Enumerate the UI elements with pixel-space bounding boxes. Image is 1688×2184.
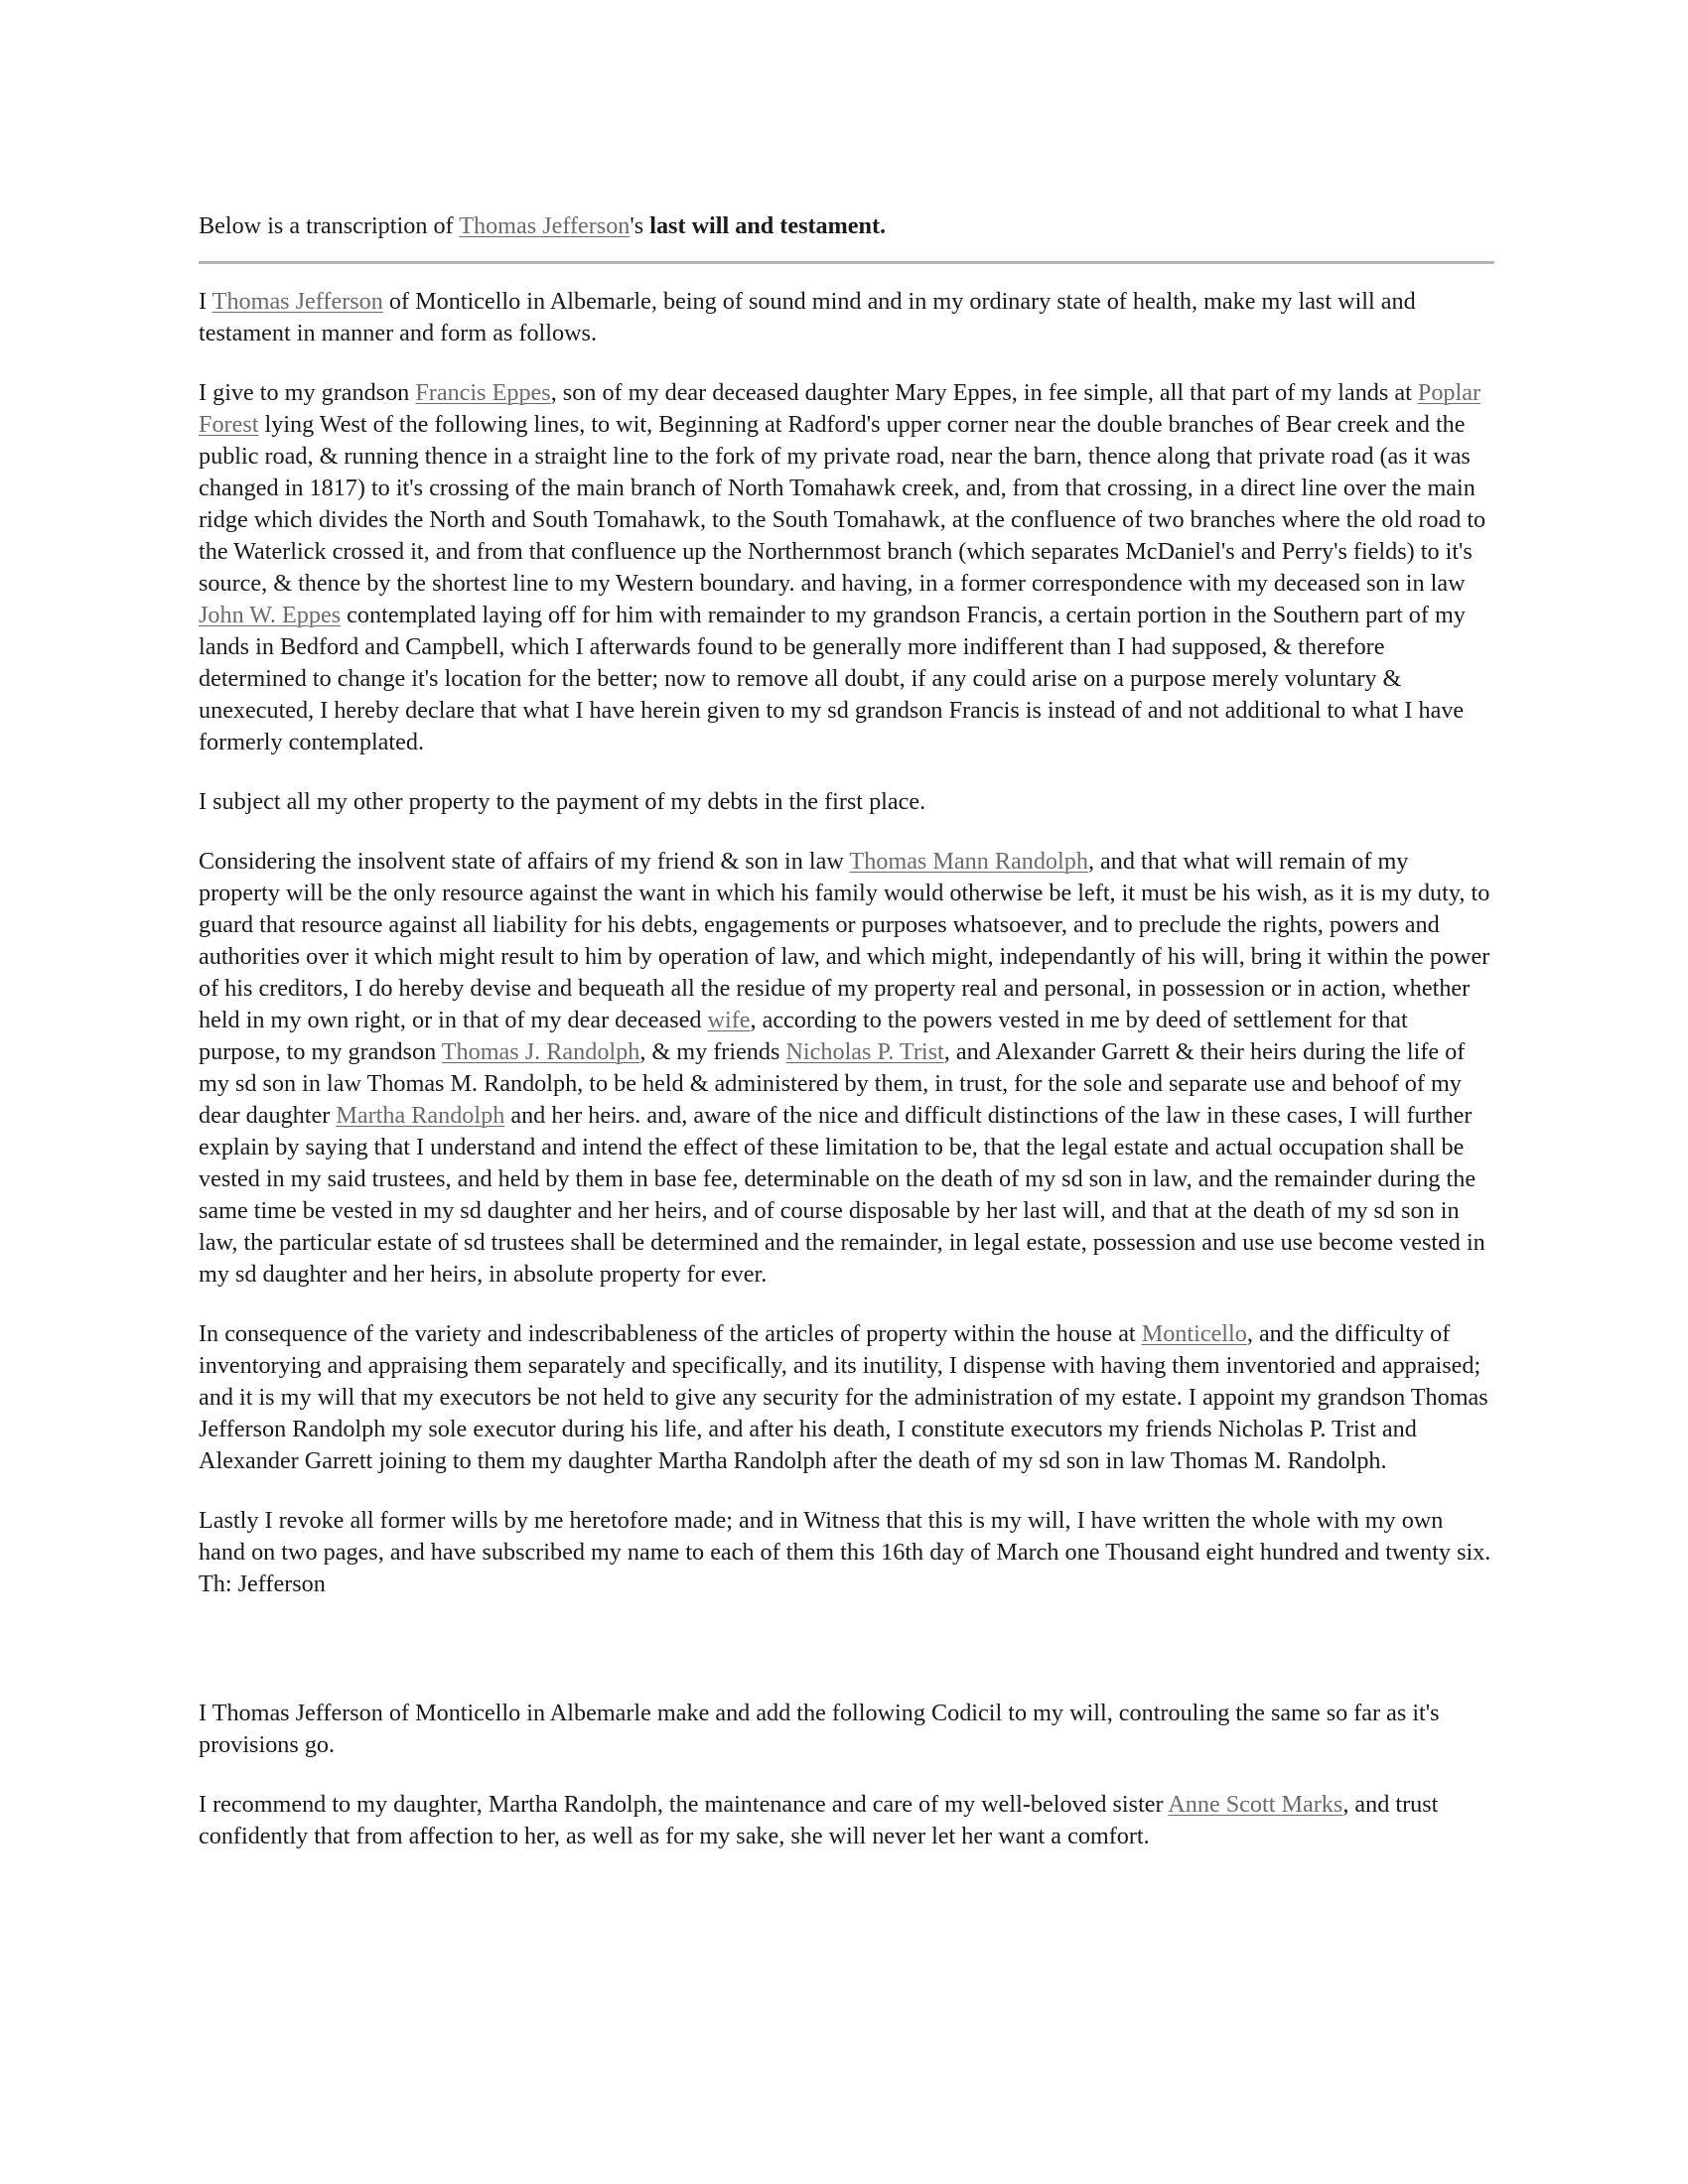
paragraph-executors: In consequence of the variety and indescribableness of the articles of property within the house at Monticello, and the difficulty of inventorying and appraising them separately and specifically, and its inutility, I dispense with having them inventoried and appraised; and it is my will that my executors be not held to give any security for the administration of my estate. I appoint my grandson Thomas Jefferson Randolph my sole executor during his life, and after his death, I constitute executors my friends Nicholas P. Trist and Alexander Garrett joining to them my daughter Martha Randolph after the death of my sd son in law Thomas M. Randolph. xyxy=(199,1320,1488,1474)
link-thomas-jefferson[interactable]: Thomas Jefferson xyxy=(459,212,631,239)
intro-possessive: 's xyxy=(630,212,650,239)
paragraph-debts: I subject all my other property to the payment of my debts in the first place. xyxy=(199,788,926,815)
link-thomas-j-randolph[interactable]: Thomas J. Randolph xyxy=(441,1038,640,1065)
link-monticello[interactable]: Monticello xyxy=(1141,1320,1247,1347)
document-page xyxy=(199,210,1494,1880)
link-poplar-forest[interactable]: Poplar Forest xyxy=(199,379,1481,438)
link-wife[interactable]: wife xyxy=(707,1007,751,1033)
intro-line xyxy=(199,210,1494,242)
paragraph-codicil-sister: I recommend to my daughter, Martha Randolph, the maintenance and care of my well-beloved sister Anne Scott Marks, and trust confidently that from affection to her, as well as for my sake, she will never let her want a comfort. xyxy=(199,1791,1439,1849)
intro-bold-title: last will and testament. xyxy=(649,212,887,239)
link-francis-eppes[interactable]: Francis Eppes xyxy=(415,379,551,406)
intro-text: Below is a transcription of xyxy=(199,212,460,239)
link-thomas-mann-randolph[interactable]: Thomas Mann Randolph xyxy=(849,848,1088,875)
link-martha-randolph[interactable]: Martha Randolph xyxy=(336,1102,505,1129)
paragraph-codicil-intro: I Thomas Jefferson of Monticello in Albemarle make and add the following Codicil to my will, controuling the same so far as it's provisions go. xyxy=(199,1700,1440,1758)
paragraph-trust: Considering the insolvent state of affairs of my friend & son in law Thomas Mann Randolph, and that what will remain of my property will be the only resource against the want in which his family would otherwise be left, it must be his wish, as it is my duty, to guard that resource against all liability for his debts, engagements or purposes whatsoever, and to preclude the rights, powers and authorities over it which might result to him by operation of law, and which might, independantly of his will, bring it within the power of his creditors, I do hereby devise and bequeath all the residue of my property real and personal, in possession or in action, whether held in my own right, or in that of my dear deceased wife, according to the powers vested in me by deed of settlement for that purpose, to my grandson Thomas J. Randolph, & my friends Nicholas P. Trist, and Alexander Garrett & their heirs during the life of my sd son in law Thomas M. Randolph, to be held & administered by them, in trust, for the sole and separate use and behoof of my dear daughter Martha Randolph and her heirs. and, aware of the nice and difficult distinctions of the law in these cases, I will further explain by saying that I understand and intend the effect of these limitation to be, that the legal estate and actual occupation shall be vested in my said trustees, and held by them in base fee, determinable on the death of my sd son in law, and the remainder during the same time be vested in my sd daughter and her heirs, and of course disposable by her last will, and that at the death of my sd son in law, the particular estate of sd trustees shall be determined and the remainder, in legal estate, possession and use use become vested in my sd daughter and her heirs, in absolute property for ever. xyxy=(199,848,1490,1288)
paragraph-poplar-forest-bequest: I give to my grandson Francis Eppes, son of my dear deceased daughter Mary Eppes, in fee simple, all that part of my lands at Poplar Forest lying West of the following lines, to wit, Beginning at Radford's upper corner near the double branches of Bear creek and the public road, & running thence in a straight line to the fork of my private road, near the barn, thence along that private road (as it was changed in 1817) to it's crossing of the main branch of North Tomahawk creek, and, from that crossing, in a direct line over the main ridge which divides the North and South Tomahawk, to the South Tomahawk, at the confluence of two branches where the old road to the Waterlick crossed it, and from that confluence up the Northernmost branch (which separates McDaniel's and Perry's fields) to it's source, & thence by the shortest line to my Western boundary. and having, in a former correspondence with my deceased son in law John W. Eppes contemplated laying off for him with remainder to my grandson Francis, a certain portion in the Southern part of my lands in Bedford and Campbell, which I afterwards found to be generally more indifferent than I had supposed, & therefore determined to change it's location for the better; now to remove all doubt, if any could arise on a purpose merely voluntary & unexecuted, I hereby declare that what I have herein given to my sd grandson Francis is instead of and not additional to what I have formerly contemplated. xyxy=(199,379,1486,755)
horizontal-divider xyxy=(199,261,1494,264)
paragraph-revocation-signature: Lastly I revoke all former wills by me heretofore made; and in Witness that this is my will, I have written the whole with my own hand on two pages, and have subscribed my name to each of them this 16th day of March one Thousand eight hundred and twenty six. Th: Jefferson xyxy=(199,1507,1491,1597)
link-thomas-jefferson-2[interactable]: Thomas Jefferson xyxy=(211,288,383,315)
link-anne-scott-marks[interactable]: Anne Scott Marks xyxy=(1168,1791,1343,1818)
link-john-w-eppes[interactable]: John W. Eppes xyxy=(199,602,342,628)
link-nicholas-p-trist[interactable]: Nicholas P. Trist xyxy=(785,1038,944,1065)
paragraph-opening: I Thomas Jefferson of Monticello in Albemarle, being of sound mind and in my ordinary state of health, make my last will and testament in manner and form as follows. xyxy=(199,288,1416,346)
